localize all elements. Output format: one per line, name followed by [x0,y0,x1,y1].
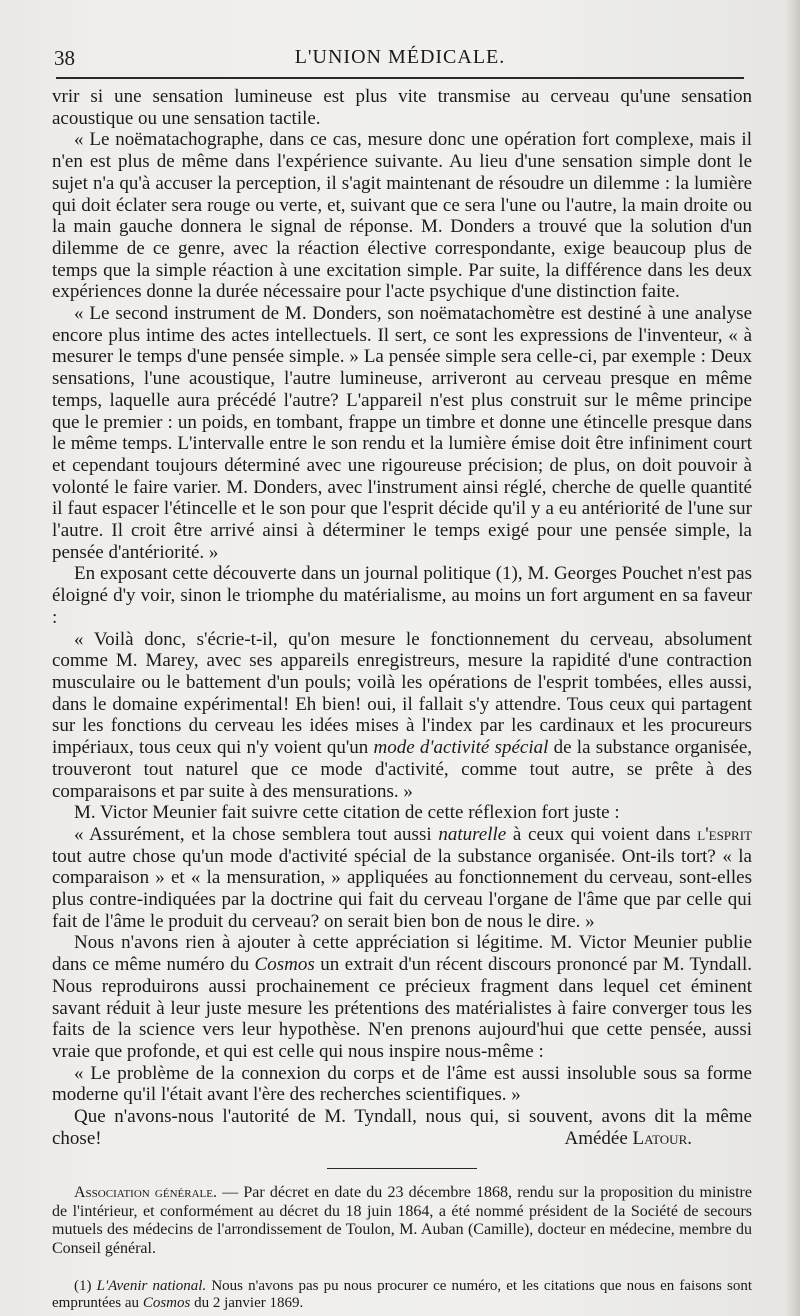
notice-text: — Par décret en date du 23 décembre 1868, rendu sur la proposition du ministre de l'intérieur, et conformément au décret du 18 juin 1864, a été nommé président de la Société de secours mutuels des médecins de l'arrondissement de Toulon, M. Auban (Camille), docteur en médecine, membre du Conseil général. [52,1184,752,1257]
paragraph-7-text-c: tout autre chose qu'un mode d'activité spécial de la substance organisée. Ont-ils tort? « la comparaison » et « la mensuration, » appliquées au fonctionnement du cerveau, sont-elles plus contre-indiquées par la doctrine qui fait du cerveau l'organe de l'âme que par celle qui fait de l'âme le produit du cerveau? on serait bien bon de nous le dire. » [52,845,752,932]
paragraph-8-text-a: Nous n'avons rien à ajouter à cette appréciation si légitime. M. Victor Meunier publie dans ce même numéro du [52,932,752,976]
footnote-cosmos: Cosmos [142,1294,191,1311]
notice-label: Association générale. [74,1184,217,1202]
section-divider [327,1168,477,1169]
signature-last-name: Latour. [632,1127,692,1149]
notice-paragraph [52,1184,752,1258]
paragraph-1: vrir si une sensation lumineuse est plus vite transmise au cerveau qu'une sensation acoustique ou une sensation tactile. [52,86,752,129]
footnote [52,1278,752,1311]
paragraph-5-text-a: « Voilà donc, s'écrie-t-il, qu'on mesure le fonctionnement du cerveau, absolument comme M. Marey, avec ses appareils enregistreurs, mesure la rapidité d'une contraction musculaire ou le battement d'un pouls; voilà les opérations de l'esprit tombées, elles aussi, dans le domaine expérimental! Eh bien! oui, il fallait s'y attendre. Tous ceux qui partagent sur les fonctions du cerveau les idées mises à l'index par les cardinaux et les procureurs impériaux, tous ceux qui n'y voient qu'un [52,628,752,759]
journal-title: L'UNION MÉDICALE. [294,46,506,68]
author-signature [52,1128,752,1150]
paragraph-2: « Le noëmatachographe, dans ce cas, mesure donc une opération fort complexe, mais il n'en est plus de même dans l'expérience suivante. Au lieu d'une sensation simple dont le sujet n'a qu'à accuser la perception, il s'agit maintenant de résoudre un dilemme : la lumière qui doit éclater sera rouge ou verte, et, suivant que ce sera l'une ou l'autre, la main droite ou la main gauche donnera le signal de réponse. M. Donders a trouvé que la solution d'un dilemme de ce genre, avec la réaction élective correspondante, exige beaucoup plus de temps que la simple réaction à une excitation simple. Par suite, la différence dans les deux expériences donne la durée nécessaire pour l'acte psychique d'une distinction faite. [52,129,752,303]
paragraph-5 [52,629,752,803]
header-rule [56,77,744,79]
signature-first-name: Amédée [564,1127,633,1149]
paragraph-5-text-b: de la substance organisée, trouveront tout naturel que ce mode d'activité, comme tout autre, se prête à des comparaisons et par suite à des mensurations. » [52,737,753,802]
paragraph-9: « Le problème de la connexion du corps et de l'âme est aussi insoluble sous sa forme moderne qu'il l'était avant l'ère des recherches scientifiques. » [52,1062,752,1106]
paragraph-8-text-b: un extrait d'un récent discours prononcé par M. Tyndall. Nous reproduirons aussi prochainement ce précieux fragment dans lequel cet éminent savant réduit à leur juste mesure les prétentions des matérialistes à faire converger tous les faits de la science vers leur hypothèse. N'en prenons aujourd'hui que cette pensée, aussi vraie que profonde, et qui est celle qui nous inspire nous-même : [52,954,752,1062]
article-body [52,86,752,1311]
page-header [50,42,750,82]
page-edge-shadow [786,0,800,1316]
paragraph-7-emphasis: naturelle [438,823,507,845]
footnote-text-a: Nous n'avons pas pu nous procurer ce numéro, et les citations que nous en faisons sont empruntées au [52,1278,752,1311]
paragraph-3: « Le second instrument de M. Donders, son noëmatachomètre est destiné à une analyse encore plus intime des actes intellectuels. Il sert, ce sont les expressions de l'inventeur, « à mesurer le temps d'une pensée simple. » La pensée simple sera celle-ci, par exemple : Deux sensations, l'une acoustique, l'autre lumineuse, arriveront au cerveau presque en même temps, laquelle aura précédé l'autre? L'appareil n'est plus construit sur le même principe que le premier : un poids, en tombant, frappe un timbre et donne une étincelle presque dans le même temps. L'intervalle entre le son rendu et la lumière émise doit être infiniment court et cependant toujours déterminé avec une rigoureuse précision; de plus, on doit pouvoir à volonté le faire varier. M. Donders, avec l'instrument ainsi réglé, cherche de quelle quantité il faut espacer l'étincelle et le son pour que l'esprit décide qu'il y a eu antériorité de l'une sur l'autre. Il croit être arrivé ainsi à déterminer le temps exigé pour une pensée simple, la pensée d'antériorité. » [52,303,752,563]
page-number: 38 [54,46,75,70]
paragraph-4: En exposant cette découverte dans un journal politique (1), M. Georges Pouchet n'est pas éloigné d'y voir, sinon le triomphe du matérialisme, au moins un fort argument en sa faveur : [52,563,752,628]
footnote-text-b: du 2 janvier 1869. [190,1294,304,1311]
paragraph-5-emphasis: mode d'activité spécial [373,737,549,759]
paragraph-6: M. Victor Meunier fait suivre cette citation de cette réflexion fort juste : [74,802,620,824]
paragraph-7-small-caps: l'esprit [697,823,752,845]
paragraph-7-text-a: « Assurément, et la chose semblera tout aussi [74,823,439,845]
paragraph-8-emphasis: Cosmos [254,954,315,976]
footnote-marker: (1) [74,1278,97,1295]
paragraph-7-text-b: à ceux qui voient dans [506,823,698,845]
paragraph-10: Que n'avons-nous l'autorité de M. Tyndall, nous qui, si souvent, avons dit la même chose! [52,1106,752,1149]
footnote-source: L'Avenir national. [96,1278,207,1295]
paragraph-7 [52,824,752,933]
paragraph-8 [52,932,752,1062]
